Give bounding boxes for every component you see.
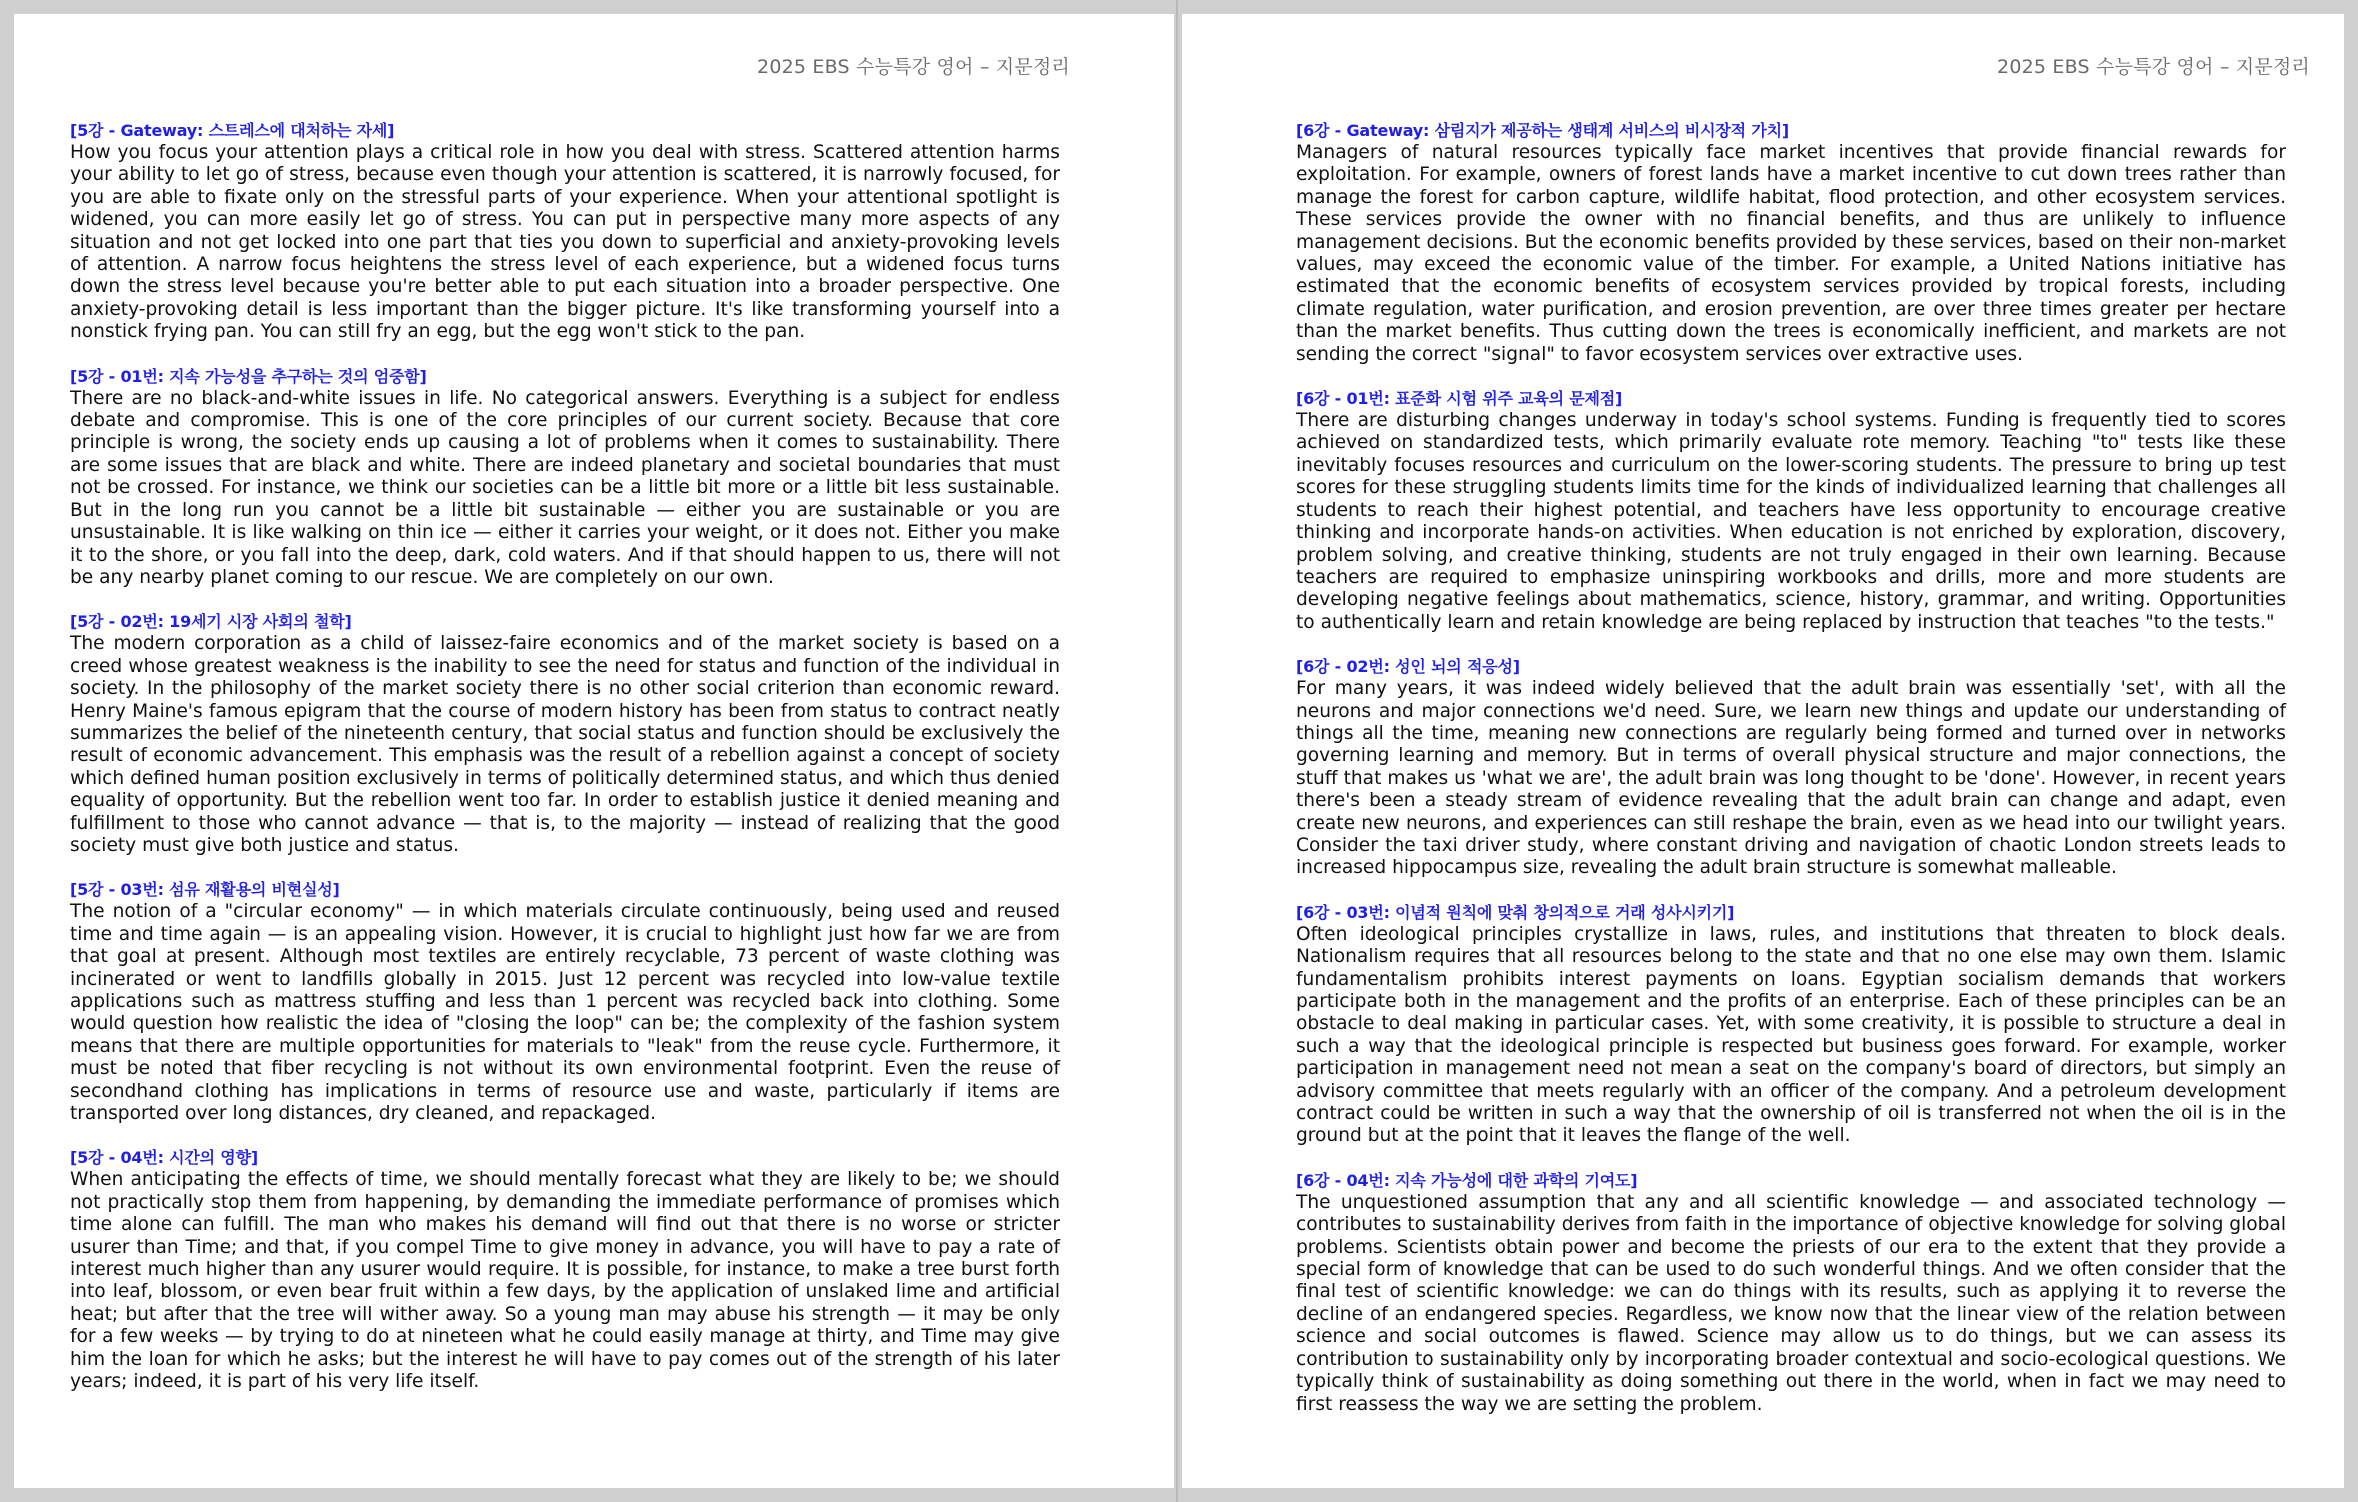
right-page-content [1296, 120, 2286, 1438]
passage-text: The notion of a "circular economy" — in which materials circulate continuously, being used and reused time and time again — is an appealing vision. However, it is crucial to highlight just how far we are from that goal at present. Although most textiles are entirely recyclable, 73 percent of waste clothing was incinerated or went to landfills globally in 2015. Just 12 percent was recycled into low-value textile applications such as mattress stuffing and less than 1 percent was recycled back into clothing. Some would question how realistic the idea of "closing the loop" can be; the complexity of the fashion system means that there are multiple opportunities for materials to "leak" from the reuse cycle. Furthermore, it must be noted that fiber recycling is not without its own environmental footprint. Even the reuse of secondhand clothing has implications in terms of resource use and waste, particularly if items are transported over long distances, dry cleaned, and repackaged. [70, 901, 1060, 1125]
passage-text: How you focus your attention plays a critical role in how you deal with stress. Scattered attention harms your ability to let go of stress, because even though your attention is scattered, it is narrowly focused, for you are able to fixate only on the stressful parts of your experience. When your attentional spotlight is widened, you can more easily let go of stress. You can put in perspective many more aspects of any situation and not get locked into one part that ties you down to superficial and anxiety-provoking levels of attention. A narrow focus heightens the stress level of each experience, but a widened focus turns down the stress level because you're better able to put each situation into a broader perspective. One anxiety-provoking detail is less important than the bigger picture. It's like transforming yourself into a nonstick frying pan. You can still fry an egg, but the egg won't stick to the pan. [70, 142, 1060, 343]
passage [70, 879, 1060, 1125]
passage-text: The modern corporation as a child of laissez-faire economics and of the market society is based on a creed whose greatest weakness is the inability to see the need for status and function of the individual in society. In the philosophy of the market society there is no other social criterion than economic reward. Henry Maine's famous epigram that the course of modern history has been from status to contract neatly summarizes the belief of the nineteenth century, that social status and function should be exclusively the result of economic advancement. This emphasis was the result of a rebellion against a concept of society which defined human position exclusively in terms of politically determined status, and which thus denied equality of opportunity. But the rebellion went too far. In order to establish justice it denied meaning and fulfillment to those who cannot advance — that is, to the majority — instead of realizing that the good society must give both justice and status. [70, 633, 1060, 856]
passage [1296, 656, 2286, 880]
passage-text: There are disturbing changes underway in today's school systems. Funding is frequently tied to scores achieved on standardized tests, which primarily evaluate rote memory. Teaching "to" tests like these inevitably focuses resources and curriculum on the lower-scoring students. The pressure to bring up test scores for these struggling students limits time for the kinds of individualized learning that challenges all students to reach their highest potential, and teachers have less opportunity to encourage creative thinking and incorporate hands-on activities. When education is not enriched by exploration, discovery, problem solving, and creative thinking, students are not truly engaged in their own learning. Because teachers are required to emphasize uninspiring workbooks and drills, more and more students are developing negative feelings about mathematics, science, history, grammar, and writing. Opportunities to authentically learn and retain knowledge are being replaced by instruction that teaches "to the tests." [1296, 410, 2286, 633]
passage-title: [6강 - 02번: 성인 뇌의 적응성] [1296, 657, 1520, 677]
left-page [14, 14, 1174, 1488]
passage-text: Managers of natural resources typically face market incentives that provide financial rewards for exploitation. For example, owners of forest lands have a market incentive to cut down trees rather than manage the forest for carbon capture, wildlife habitat, flood protection, and other ecosystem services. These services provide the owner with no financial benefits, and thus are unlikely to influence management decisions. But the economic benefits provided by these services, based on their non-market values, may exceed the economic value of the timber. For example, a United Nations initiative has estimated that the economic benefits of ecosystem services provided by tropical forests, including climate regulation, water purification, and erosion prevention, are over three times greater per hectare than the market benefits. Thus cutting down the trees is economically inefficient, and markets are not sending the correct "signal" to favor ecosystem services over extractive uses. [1296, 142, 2286, 365]
passage [1296, 1170, 2286, 1416]
passage-title: [5강 - 01번: 지속 가능성을 추구하는 것의 엄중함] [70, 366, 427, 386]
passage-text: For many years, it was indeed widely believed that the adult brain was essentially 'set', with all the neurons and major connections we'd need. Sure, we learn new things and update our understanding of things all the time, meaning new connections are regularly being formed and turned over in networks governing learning and memory. But in terms of overall physical structure and major connections, the stuff that makes us 'what we are', the adult brain was long thought to be 'done'. However, in recent years there's been a steady stream of evidence revealing that the adult brain can change and adapt, even create new neurons, and experiences can still reshape the brain, even as we head into our twilight years. Consider the taxi driver study, where constant driving and navigation of chaotic London streets leads to increased hippocampus size, revealing the adult brain structure is somewhat malleable. [1296, 678, 2286, 879]
passage-text: When anticipating the effects of time, we should mentally forecast what they are likely to be; we should not practically stop them from happening, by demanding the immediate performance of promises which time alone can fulfill. The man who makes his demand will find out that there is no worse or stricter usurer than Time; and that, if you compel Time to give money in advance, you will have to pay a rate of interest much higher than any usurer would require. It is possible, for instance, to make a tree burst forth into leaf, blossom, or even bear fruit within a few days, by the application of unslaked lime and artificial heat; but after that the tree will wither away. So a young man may abuse his strength — it may be only for a few weeks — by trying to do at nineteen what he could easily manage at thirty, and Time may give him the loan for which he asks; but the interest he will have to pay comes out of the strength of his later years; indeed, it is part of his very life itself. [70, 1169, 1060, 1393]
passage [1296, 120, 2286, 366]
passage-title: [5강 - 04번: 시간의 영향] [70, 1148, 258, 1168]
passage-title: [5강 - Gateway: 스트레스에 대처하는 자세] [70, 121, 395, 140]
passage [70, 366, 1060, 590]
page-header: 2025 EBS 수능특강 영어 – 지문정리 [757, 56, 1070, 78]
passage-title: [6강 - 03번: 이념적 원칙에 맞춰 창의적으로 거래 성사시키기] [1296, 902, 1735, 922]
left-page-content [70, 120, 1060, 1416]
passage-title: [5강 - 03번: 섬유 재활용의 비현실성] [70, 880, 340, 900]
passage-text: There are no black-and-white issues in life. No categorical answers. Everything is a subject for endless debate and compromise. This is one of the core principles of our current society. Because that core principle is wrong, the society ends up causing a lot of problems when it comes to sustainability. There are some issues that are black and white. There are indeed planetary and societal boundaries that must not be crossed. For instance, we think our societies can be a little bit more or a little bit less sustainable. But in the long run you cannot be a little bit sustainable — either you are sustainable or you are unsustainable. It is like walking on thin ice — either it carries your weight, or it does not. Either you make it to the shore, or you fall into the deep, dark, cold waters. And if that should happen to us, there will not be any nearby planet coming to our rescue. We are completely on our own. [70, 387, 1060, 588]
passage [70, 611, 1060, 857]
passage-text: Often ideological principles crystallize in laws, rules, and institutions that threaten to block deals. Nationalism requires that all resources belong to the state and that no one else may own them. Islamic fundamentalism prohibits interest payments on loans. Egyptian socialism demands that workers participate both in the management and the profits of an enterprise. Each of these principles can be an obstacle to deal making in particular cases. Yet, with some creativity, it is possible to structure a deal in such a way that the ideological principle is respected but business goes forward. For example, worker participation in management need not mean a seat on the company's board of directors, but simply an advisory committee that meets regularly with an officer of the company. And a petroleum development contract could be written in such a way that the ownership of oil is transferred not when the oil is in the ground but at the point that it leaves the flange of the well. [1296, 923, 2286, 1147]
passage [70, 1147, 1060, 1393]
passage-title: [5강 - 02번: 19세기 시장 사회의 철학] [70, 612, 352, 632]
passage-title: [6강 - 01번: 표준화 시험 위주 교육의 문제점] [1296, 389, 1623, 409]
passage [70, 120, 1060, 344]
page-header: 2025 EBS 수능특강 영어 – 지문정리 [1997, 56, 2310, 78]
passage-text: The unquestioned assumption that any and all scientific knowledge — and associated technology — contributes to sustainability derives from faith in the importance of objective knowledge for solving global problems. Scientists obtain power and become the priests of our era to the extent that they provide a special form of knowledge that can be used to do such wonderful things. And we often consider that the final test of scientific knowledge: we can do things with its results, such as applying it to reverse the decline of an endangered species. Regardless, we know now that the linear view of the relation between science and social outcomes is flawed. Science may allow us to do things, but we can assess its contribution to sustainability only by incorporating broader contextual and socio-ecological questions. We typically think of sustainability as doing something out there in the world, when in fact we may need to first reassess the way we are setting the problem. [1296, 1191, 2286, 1415]
passage [1296, 902, 2286, 1148]
passage-title: [6강 - Gateway: 삼림지가 제공하는 생태계 서비스의 비시장적 가치] [1296, 121, 1789, 140]
passage [1296, 388, 2286, 634]
passage-title: [6강 - 04번: 지속 가능성에 대한 과학의 기여도] [1296, 1170, 1638, 1190]
right-page [1182, 14, 2344, 1488]
page-divider [1176, 0, 1178, 1502]
